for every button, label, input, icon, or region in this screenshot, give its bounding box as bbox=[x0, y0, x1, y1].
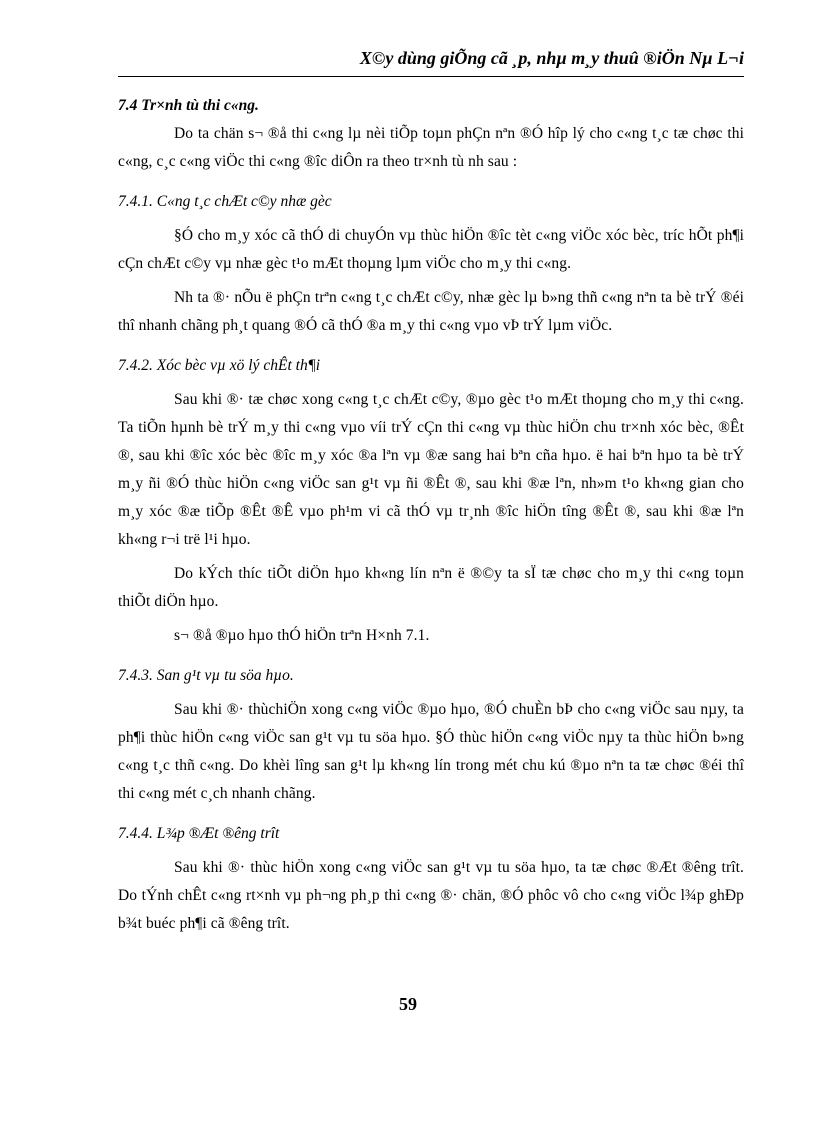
section-heading-7-4-1: 7.4.1. C«ng t¸c chÆt c©y nhæ gèc bbox=[118, 193, 332, 210]
paragraph: s¬ ®å ®µo hµo thÓ hiÖn trªn H×nh 7.1. bbox=[174, 627, 430, 644]
paragraph: Do ta chän s¬ ®å thi c«ng lµ nèi tiÕp toµn phÇn nªn ®Ó hîp lý cho c«ng t¸c tæ chøc thi c«ng, c¸c c«ng viÖc thi c«ng ®îc diÔn ra theo tr×nh tù nh sau : bbox=[118, 125, 744, 170]
section-heading-7-4-2: 7.4.2. Xóc bèc vµ xö lý chÊt th¶i bbox=[118, 357, 321, 374]
section-heading-7-4-3: 7.4.3. San g¹t vµ tu söa hµo. bbox=[118, 667, 294, 684]
paragraph: Nh ta ®· nÕu ë phÇn trªn c«ng t¸c chÆt c©y, nhæ gèc lµ b»ng thñ c«ng nªn ta bè trÝ ®éi thî nhanh chãng ph¸t quang ®Ó cã thÓ ®a m¸y thi c«ng vµo vÞ trÝ lµm viÖc. bbox=[118, 289, 744, 334]
section-heading-7-4-4: 7.4.4. L¾p ®Æt ®êng trît bbox=[118, 825, 280, 842]
paragraph: Sau khi ®· thùc hiÖn xong c«ng viÖc san g¹t vµ tu söa hµo, ta tæ chøc ®Æt ®êng trît. Do tÝnh chÊt c«ng rt×nh vµ ph¬ng ph¸p thi c«ng ®· chän, ®Ó phôc vô cho c«ng viÖc l¾p ghÐp b¾t buéc ph¶i cã ®êng trît. bbox=[118, 859, 744, 932]
paragraph: Sau khi ®· tæ chøc xong c«ng t¸c chÆt c©y, ®µo gèc t¹o mÆt thoµng cho m¸y thi c«ng. Ta tiÕn hµnh bè trÝ m¸y thi c«ng vµo víi trÝ cÇn thi c«ng vµ thùc hiÖn chu tr×nh xóc bèc, ®Êt ®, sau khi ®îc xóc bèc ®îc m¸y xóc ®a lªn vµ ®æ sang hai bªn cña hµo. ë hai bªn hµo ta bè trÝ m¸y ñi ®Ó thùc hiÖn c«ng viÖc san g¹t vµ ñi ®Êt ®, sau khi ®æ lªn, nh»m t¹o kh«ng gian cho m¸y xóc ®æ tiÕp ®Êt ®Ê vµo ph¹m vi cã thÓ vµ tr¸nh ®îc hiÖn tîng ®Êt ®, sau khi ®æ lªn kh«ng r¬i trë l¹i hµo. bbox=[118, 391, 744, 548]
section-heading-7-4: 7.4 Tr×nh tù thi c«ng. bbox=[118, 97, 259, 114]
paragraph: Do kÝch thíc tiÕt diÖn hµo kh«ng lín nªn ë ®©y ta sÏ tæ chøc cho m¸y thi c«ng toµn thiÕt diÖn hµo. bbox=[118, 565, 744, 610]
running-header: X©y dùng giÕng cã ¸p, nhµ m¸y thuû ®iÖn Nµ L¬i bbox=[359, 48, 744, 68]
header-divider bbox=[118, 76, 744, 77]
page-number: 59 bbox=[399, 994, 417, 1014]
page-body bbox=[118, 92, 744, 938]
paragraph: Sau khi ®· thùchiÖn xong c«ng viÖc ®µo hµo, ®Ó chuÈn bÞ cho c«ng viÖc sau nµy, ta ph¶i thùc hiÖn c«ng viÖc san g¹t vµ tu söa hµo. §Ó thùc hiÖn c«ng viÖc nµy ta thùc hiÖn b»ng c«ng t¸c thñ c«ng. Do khèi lîng san g¹t lµ kh«ng lín trong mét chu kú ®µo nªn ta tæ chøc ®éi thî thi c«ng mét c¸ch nhanh chãng. bbox=[118, 701, 744, 802]
paragraph: §Ó cho m¸y xóc cã thÓ di chuyÓn vµ thùc hiÖn ®îc tèt c«ng viÖc xóc bèc, tríc hÕt ph¶i cÇn chÆt c©y vµ nhæ gèc t¹o mÆt thoµng lµm viÖc cho m¸y thi c«ng. bbox=[118, 227, 744, 272]
